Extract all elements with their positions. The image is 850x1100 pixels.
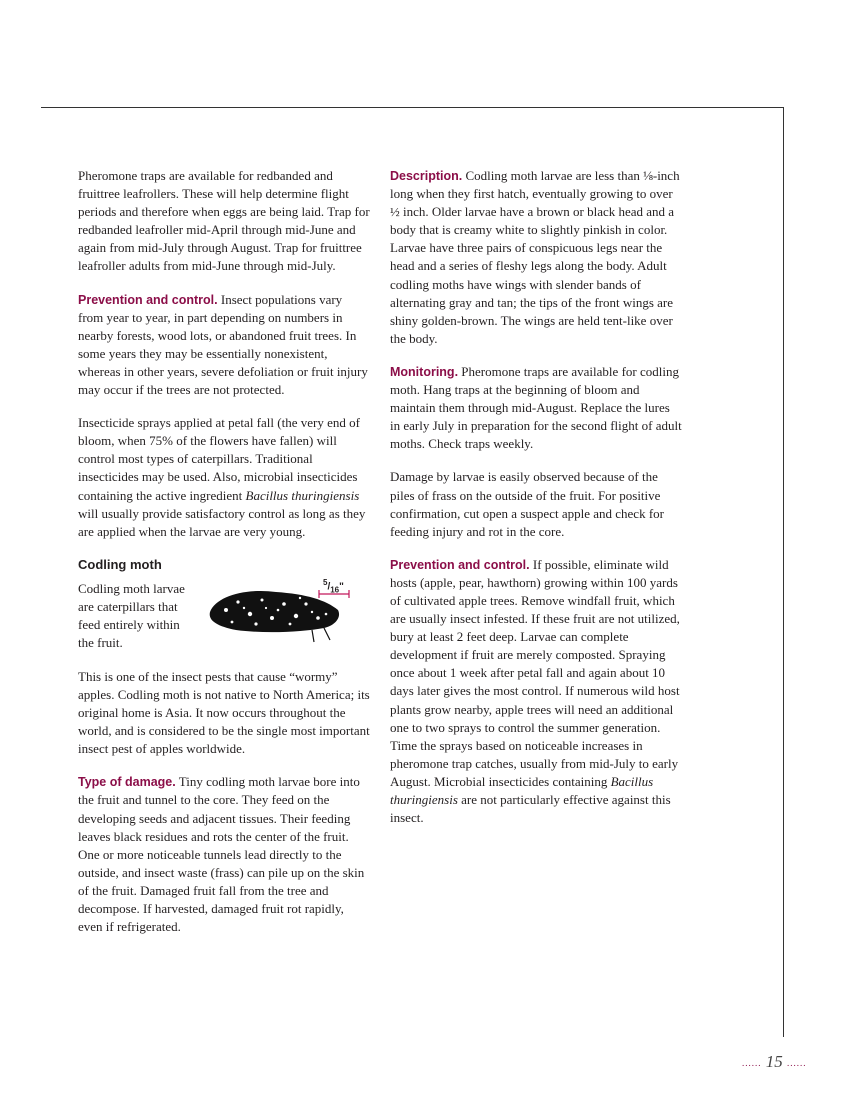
- scale-label: $^5/_{16}$": [323, 577, 344, 595]
- page-footer: [742, 1052, 807, 1072]
- prevention-text: Insect populations vary from year to year, in part depending on numbers in nearby forests, wood lots, or abandoned fruit trees. In some years they may be essentially nonexistent, whereas in other years, severe defoliation or fruit injury may occur if the trees are not protected.: [78, 291, 368, 398]
- left-column: [78, 167, 370, 951]
- damage-text: Tiny codling moth larvae bore into the fruit and tunnel to the core. They feed on the developing seeds and adjacent tissues. Their feeding leaves black residues and rots the center of the fruit. One or more noticeable tunnels lead directly to the outside, and insect waste (frass) can pile up on the skin of the fruit. Damaged fruit fall from the tree and decompose. If harvested, damaged fruit rot rapidly, even if refrigerated.: [78, 774, 365, 935]
- description-text: Codling moth larvae are less than ⅛-inch long when they first hatch, eventually growing to over ½ inch. Older larvae have a brown or black head and a body that is creamy white to slightly pinkish in color. Larvae have three pairs of conspicuous legs near the head and a series of fleshy legs along the body. Adult codling moths have wings with slender bands of alternating gray and tan; the tips of the front wings are shiny golden-brown. The wings are held tent-like over the body.: [390, 168, 680, 346]
- right-rule: [783, 107, 784, 1037]
- codling-moth-intro: [78, 577, 370, 668]
- prevention-control-paragraph: [390, 556, 682, 827]
- prevention-heading: Prevention and control.: [78, 292, 218, 307]
- codling-moth-heading: Codling moth: [78, 556, 162, 572]
- footer-dots-left: ......: [742, 1058, 762, 1069]
- monitoring-heading: Monitoring.: [390, 364, 459, 379]
- top-rule: [41, 107, 784, 108]
- bacillus-name-right: Bacillus thuringiensis: [390, 773, 654, 807]
- page-number: 15: [765, 1052, 783, 1071]
- monitoring-paragraph: [390, 363, 682, 453]
- right-column: [390, 167, 682, 842]
- codling-moth-wrap-text: Codling moth larvae are caterpillars that feed entirely within the fruit.: [78, 580, 185, 651]
- description-paragraph: [390, 167, 682, 348]
- description-heading: Description.: [390, 169, 463, 183]
- damage-observed-paragraph: Damage by larvae is easily observed because of the piles of frass on the outside of the fruit. For positive confirmation, cut open a suspect apple and check for feeding injury and rot in the core.: [390, 469, 664, 539]
- bacillus-name: Bacillus thuringiensis: [245, 487, 360, 503]
- insecticide-text-b: will usually provide satisfactory control as long as they are applied when the larvae are very young.: [78, 505, 366, 539]
- codling-moth-paragraph: This is one of the insect pests that cause “wormy” apples. Codling moth is not native to North America; its original home is Asia. It now occurs throughout the world, and is considered to be the single most important insect pest of apples worldwide.: [78, 668, 370, 757]
- footer-dots-right: ......: [787, 1058, 807, 1069]
- prevention-control-heading: Prevention and control.: [390, 557, 530, 572]
- prevention-control-text-b: are not particularly effective against this insect.: [390, 792, 671, 826]
- prevention-control-text-a: If possible, eliminate wild hosts (apple, pear, hawthorn) growing within 100 yards of cultivated apple trees. Remove windfall fruit, which are usually insect infested. If these fruit are not utilized, bury at least 2 feet deep. Larvae can complete development if fruit are merely composted. Spraying once about 1 week after petal fall and again about 10 days later gives the most control. If numerous wild host plants grow nearby, apple trees will need an additional one to two sprays to control the summer generation. Time the sprays based on noticeable increases in pheromone trap catches, usually from mid-July to early August. Microbial insecticides containing: [390, 556, 680, 789]
- damage-heading: Type of damage.: [78, 775, 176, 790]
- monitoring-text: Pheromone traps are available for codling moth. Hang traps at the beginning of bloom and maintain them through mid-August. Replace the lures in early July in preparation for the second flight of adult moths. Check traps weekly.: [390, 363, 682, 452]
- leafroller-trap-paragraph: Pheromone traps are available for redbanded and fruittree leafrollers. These will help determine flight periods and therefore when eggs are being laid. Trap for redbanded leafroller mid-April through mid-June and again from mid-July through August. Trap for fruittree leafroller adults from mid-June through mid-July.: [78, 168, 370, 274]
- larva-illustration: [206, 574, 356, 658]
- insecticide-paragraph: [78, 414, 370, 541]
- damage-paragraph: [78, 773, 370, 936]
- insecticide-text-a: Insecticide sprays applied at petal fall (the very end of bloom, when 75% of the flowers have fallen) will control most types of caterpillars. Traditional insecticides may be used. Also, microbial insecticides containing the active ingredient: [78, 415, 360, 503]
- prevention-paragraph: [78, 291, 370, 400]
